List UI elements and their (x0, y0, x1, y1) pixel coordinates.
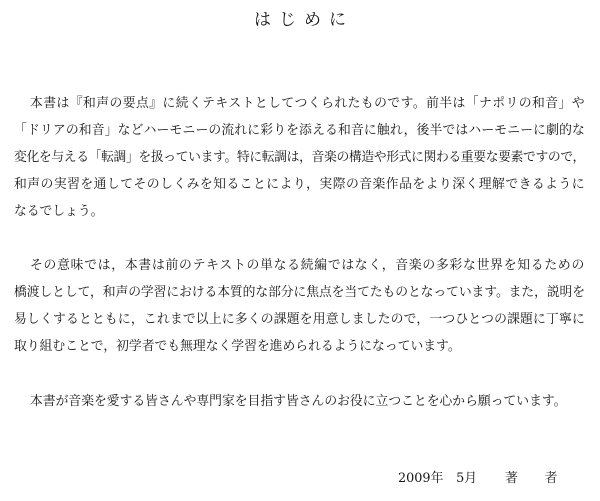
text-line-content: 易しくするとともに，これまで以上に多くの課題を用意しましたので，一つひとつの課題に丁寧に (14, 312, 585, 327)
text-line-content: 本書が音楽を愛する皆さんや専門家を目指す皆さんのお役に立つことを心から願っています。 (30, 394, 567, 409)
text-line (14, 144, 585, 171)
text-line-content: なるでしょう。 (14, 204, 104, 219)
text-line (14, 171, 585, 198)
paragraph-purpose (14, 252, 585, 360)
footer-date: 2009年 5月 (398, 471, 478, 486)
text-line (14, 198, 585, 225)
text-line (14, 333, 585, 360)
page-title: はじめに (254, 10, 354, 30)
text-line-content: 「ドリアの和音」などハーモニーの流れに彩りを添える和音に触れ，後半ではハーモニーに劇的な (14, 123, 585, 138)
paragraph-closing (14, 388, 585, 415)
text-line-content: 和声の実習を通してそのしくみを知ることにより，実際の音楽作品をより深く理解できるように (14, 177, 585, 192)
text-line (14, 306, 585, 333)
text-line (14, 388, 585, 415)
text-line-content: その意味では，本書は前のテキストの単なる続編ではなく，音楽の多彩な世界を知るための (30, 258, 585, 273)
paragraph-intro (14, 90, 585, 225)
text-line-content: 取り組むことで，初学者でも無理なく学習を進められるようになっています。 (14, 339, 461, 354)
text-line (14, 117, 585, 144)
text-line-content: 橋渡しとして，和声の学習における本質的な部分に焦点を当てたものとなっています。また，説明を (14, 285, 585, 300)
text-line-content: 本書は『和声の要点』に続くテキストとしてつくられたものです。前半は「ナポリの和音」や (30, 96, 585, 111)
text-line (14, 279, 585, 306)
footer-author: 著 者 (505, 471, 565, 486)
text-line (14, 90, 585, 117)
text-line-content: 変化を与える「転調」を扱っています。特に転調は，音楽の構造や形式に関わる重要な要素ですので， (14, 150, 585, 165)
text-line (14, 252, 585, 279)
